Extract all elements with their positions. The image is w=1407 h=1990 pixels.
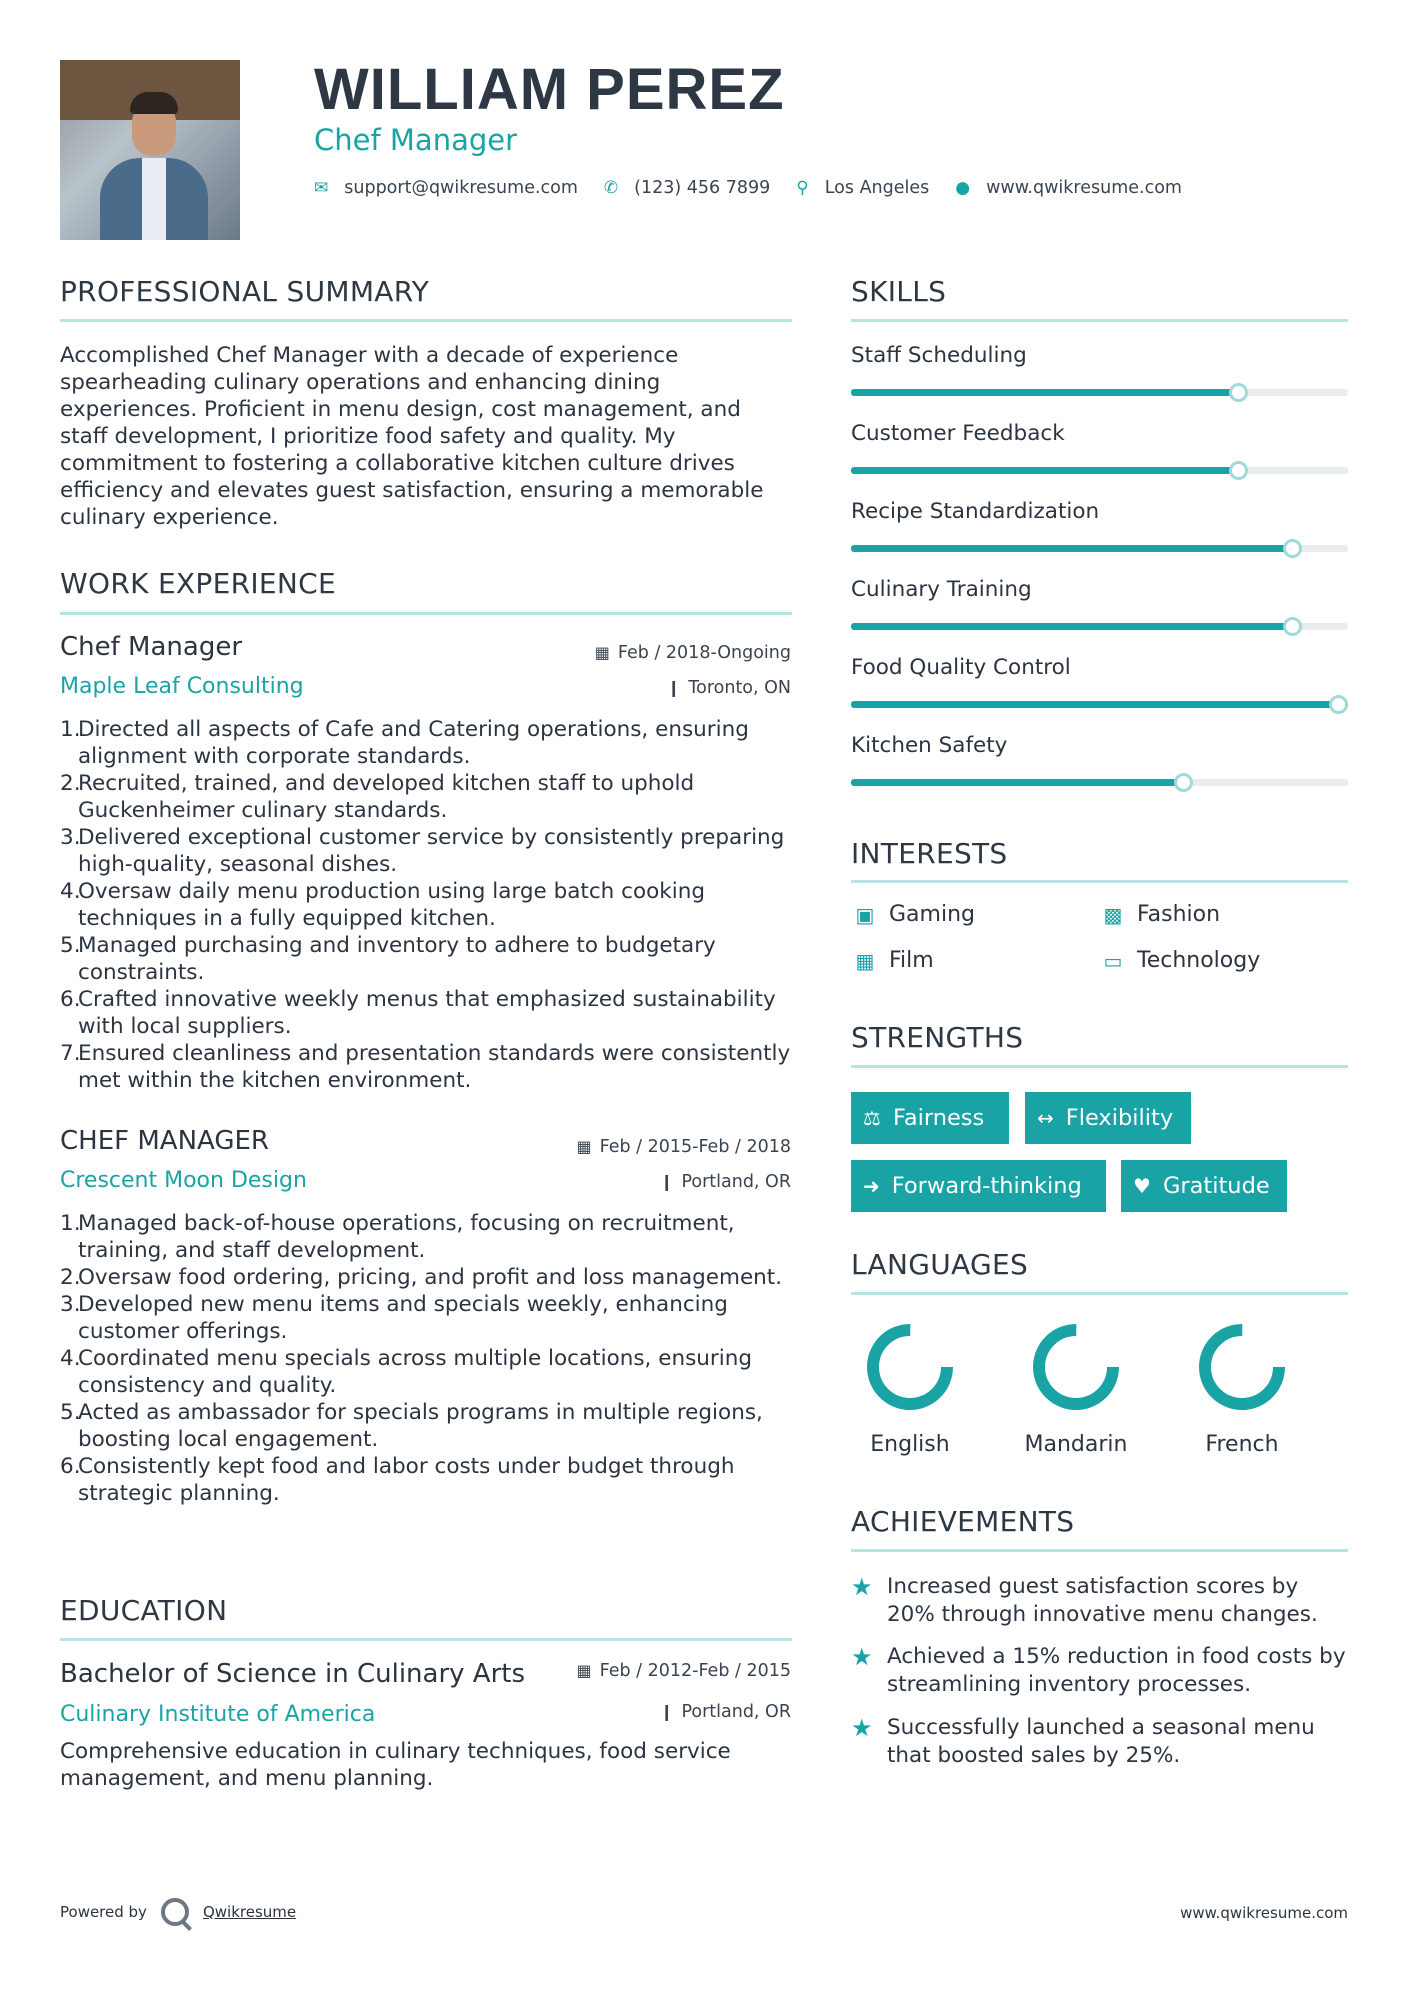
interests-heading: INTERESTS (851, 837, 1008, 870)
skill-bar (851, 623, 1348, 630)
skill-bar (851, 545, 1348, 552)
duty-item: Delivered exceptional customer service by consistently preparing high-quality, seasonal dishes. (78, 825, 785, 877)
section-divider (851, 1065, 1348, 1068)
language-label: Mandarin (1024, 1432, 1128, 1457)
skill-bar-fill (851, 389, 1239, 396)
candidate-role: Chef Manager (314, 123, 518, 157)
duty-item: Oversaw food ordering, pricing, and profit and loss management. (78, 1265, 783, 1290)
skill-bar-knob (1283, 539, 1302, 558)
interest-label: Technology (1137, 948, 1261, 973)
achievement-item (851, 1643, 1348, 1699)
duty-item: Managed back-of-house operations, focusing on recruitment, training, and staff development. (78, 1211, 735, 1263)
calendar-icon: ▦ (576, 1661, 592, 1680)
job-dates-text: Feb / 2018-Ongoing (617, 643, 791, 663)
skill-bar-knob (1174, 773, 1193, 792)
skill-label: Kitchen Safety (851, 733, 1008, 758)
job-title: Chef Manager (60, 632, 243, 662)
job-dates (576, 1137, 791, 1157)
job-company: Maple Leaf Consulting (60, 674, 304, 699)
strength-label: Flexibility (1065, 1105, 1174, 1131)
envelope-icon: ✉ (314, 178, 329, 198)
education-dates (576, 1661, 791, 1681)
skill-bar-knob (1329, 695, 1348, 714)
brand-link[interactable]: Qwikresume (202, 1903, 297, 1921)
skill-bar-knob (1229, 461, 1248, 480)
job-location-text: Toronto, ON (688, 678, 791, 698)
duty-item: Crafted innovative weekly menus that emphasized sustainability with local suppliers. (78, 987, 776, 1039)
balance-scale-icon: ⚖ (863, 1106, 881, 1130)
strengths-heading: STRENGTHS (851, 1021, 1024, 1054)
contact-email[interactable]: support@qwikresume.com (344, 178, 578, 198)
qwikresume-logo-icon (161, 1898, 189, 1926)
arrows-horizontal-icon: ↔ (1037, 1106, 1054, 1130)
skill-label: Staff Scheduling (851, 343, 1027, 368)
section-divider (851, 1292, 1348, 1295)
achievements-heading: ACHIEVEMENTS (851, 1505, 1075, 1538)
phone-icon: ✆ (603, 178, 619, 198)
heart-icon: ♥ (1133, 1174, 1151, 1198)
experience-heading: WORK EXPERIENCE (60, 567, 336, 600)
job-location-text: Portland, OR (681, 1172, 791, 1192)
calendar-icon: ▦ (576, 1137, 592, 1156)
laptop-icon: ▭ (1103, 948, 1123, 973)
strength-badge-flexibility (1025, 1092, 1191, 1144)
job-dates (595, 643, 791, 663)
strength-badge-fairness (851, 1092, 1009, 1144)
strength-badge-gratitude (1121, 1160, 1287, 1212)
skill-bar-fill (851, 701, 1348, 708)
star-icon: ★ (851, 1573, 873, 1601)
shopping-bag-icon: ▩ (1103, 902, 1123, 927)
education-location-text: Portland, OR (681, 1702, 791, 1722)
calendar-icon: ▦ (594, 643, 610, 662)
language-level-ring (1031, 1322, 1121, 1412)
skill-bar-fill (851, 623, 1293, 630)
education-dates-text: Feb / 2012-Feb / 2015 (599, 1661, 791, 1681)
job-company: Crescent Moon Design (60, 1168, 307, 1193)
job-dates-text: Feb / 2015-Feb / 2018 (599, 1137, 791, 1157)
section-divider (60, 319, 792, 322)
duty-item: Coordinated menu specials across multiple locations, ensuring consistency and quality. (78, 1346, 752, 1398)
section-divider (851, 319, 1348, 322)
pushpin-icon: ❙ (667, 678, 681, 697)
achievement-text: Achieved a 15% reduction in food costs by streamlining inventory processes. (887, 1644, 1346, 1697)
profile-photo (60, 60, 240, 240)
skill-bar-fill (851, 779, 1184, 786)
footer-powered-by (60, 1898, 296, 1926)
pushpin-icon: ❙ (660, 1702, 674, 1721)
job-location (667, 678, 791, 698)
education-description: Comprehensive education in culinary techniques, food service management, and menu planning. (60, 1739, 731, 1791)
candidate-name: WILLIAM PEREZ (314, 57, 785, 122)
interest-label: Film (889, 948, 934, 973)
duty-item: Managed purchasing and inventory to adhere to budgetary constraints. (78, 933, 716, 985)
globe-icon: ● (955, 178, 971, 198)
job-duties-list (60, 1210, 792, 1507)
achievement-text: Successfully launched a seasonal menu that boosted sales by 25%. (887, 1715, 1315, 1768)
education-heading: EDUCATION (60, 1594, 228, 1627)
skill-label: Culinary Training (851, 577, 1032, 602)
skill-bar (851, 389, 1348, 396)
languages-heading: LANGUAGES (851, 1248, 1029, 1281)
interest-label: Fashion (1137, 902, 1221, 927)
section-divider (851, 1549, 1348, 1552)
duty-item: Recruited, trained, and developed kitchen staff to uphold Guckenheimer culinary standards. (78, 771, 695, 823)
skill-bar (851, 467, 1348, 474)
education-location (660, 1702, 791, 1722)
skill-bar (851, 779, 1348, 786)
job-title: CHEF MANAGER (60, 1126, 269, 1156)
skill-bar-fill (851, 545, 1293, 552)
language-label: English (870, 1432, 950, 1457)
strength-label: Fairness (892, 1105, 985, 1131)
skill-bar-fill (851, 467, 1239, 474)
footer-url[interactable]: www.qwikresume.com (1180, 1904, 1348, 1922)
skill-bar (851, 701, 1348, 708)
arrow-right-icon: ➜ (863, 1174, 880, 1198)
duty-item: Consistently kept food and labor costs under budget through strategic planning. (78, 1454, 735, 1506)
map-pin-icon: ⚲ (796, 178, 809, 198)
section-divider (60, 1638, 792, 1641)
summary-heading: PROFESSIONAL SUMMARY (60, 275, 430, 308)
film-icon: ▦ (855, 948, 875, 973)
star-icon: ★ (851, 1714, 873, 1742)
achievement-item (851, 1714, 1348, 1770)
interest-fashion (1099, 902, 1220, 927)
language-level-ring (1197, 1322, 1287, 1412)
skill-bar-knob (1283, 617, 1302, 636)
powered-by-text: Powered by (60, 1903, 147, 1921)
achievement-item (851, 1573, 1348, 1629)
star-icon: ★ (851, 1643, 873, 1671)
strength-label: Gratitude (1162, 1173, 1270, 1199)
duty-item: Directed all aspects of Cafe and Catering operations, ensuring alignment with corporate standards. (78, 717, 749, 769)
skill-label: Food Quality Control (851, 655, 1071, 680)
school-name: Culinary Institute of America (60, 1702, 376, 1727)
interest-technology (1099, 948, 1260, 973)
language-label: French (1205, 1432, 1279, 1457)
section-divider (851, 880, 1348, 883)
language-level-ring (865, 1322, 955, 1412)
duty-item: Oversaw daily menu production using large batch cooking techniques in a fully equipped kitchen. (78, 879, 705, 931)
summary-text: Accomplished Chef Manager with a decade of experience spearheading culinary operations and enhancing dining experiences. Proficient in menu design, cost management, and staff development, I prioritize food safety and quality. My commitment to fostering a collaborative kitchen culture drives efficiency and elevates guest satisfaction, ensuring a memorable culinary experience. (60, 343, 764, 530)
contact-location: Los Angeles (824, 178, 930, 198)
section-divider (60, 612, 792, 615)
job-duties-list (60, 716, 792, 1094)
contact-phone[interactable]: (123) 456 7899 (634, 178, 771, 198)
duty-item: Developed new menu items and specials weekly, enhancing customer offerings. (78, 1292, 728, 1344)
contact-website[interactable]: www.qwikresume.com (986, 178, 1182, 198)
strength-label: Forward-thinking (891, 1173, 1082, 1199)
interest-film (851, 948, 934, 973)
interest-label: Gaming (889, 902, 975, 927)
degree-title: Bachelor of Science in Culinary Arts (60, 1659, 526, 1689)
strength-badge-forward-thinking (851, 1160, 1106, 1212)
pushpin-icon: ❙ (660, 1172, 674, 1191)
job-location (660, 1172, 791, 1192)
skill-bar-knob (1229, 383, 1248, 402)
duty-item: Ensured cleanliness and presentation standards were consistently met within the kitchen environment. (78, 1041, 791, 1093)
gamepad-icon: ▣ (855, 902, 875, 927)
duty-item: Acted as ambassador for specials programs in multiple regions, boosting local engagement. (78, 1400, 763, 1452)
contact-bar (314, 178, 1208, 198)
achievement-text: Increased guest satisfaction scores by 20% through innovative menu changes. (887, 1574, 1318, 1627)
skill-label: Customer Feedback (851, 421, 1065, 446)
interest-gaming (851, 902, 975, 927)
skills-heading: SKILLS (851, 275, 947, 308)
skill-label: Recipe Standardization (851, 499, 1100, 524)
